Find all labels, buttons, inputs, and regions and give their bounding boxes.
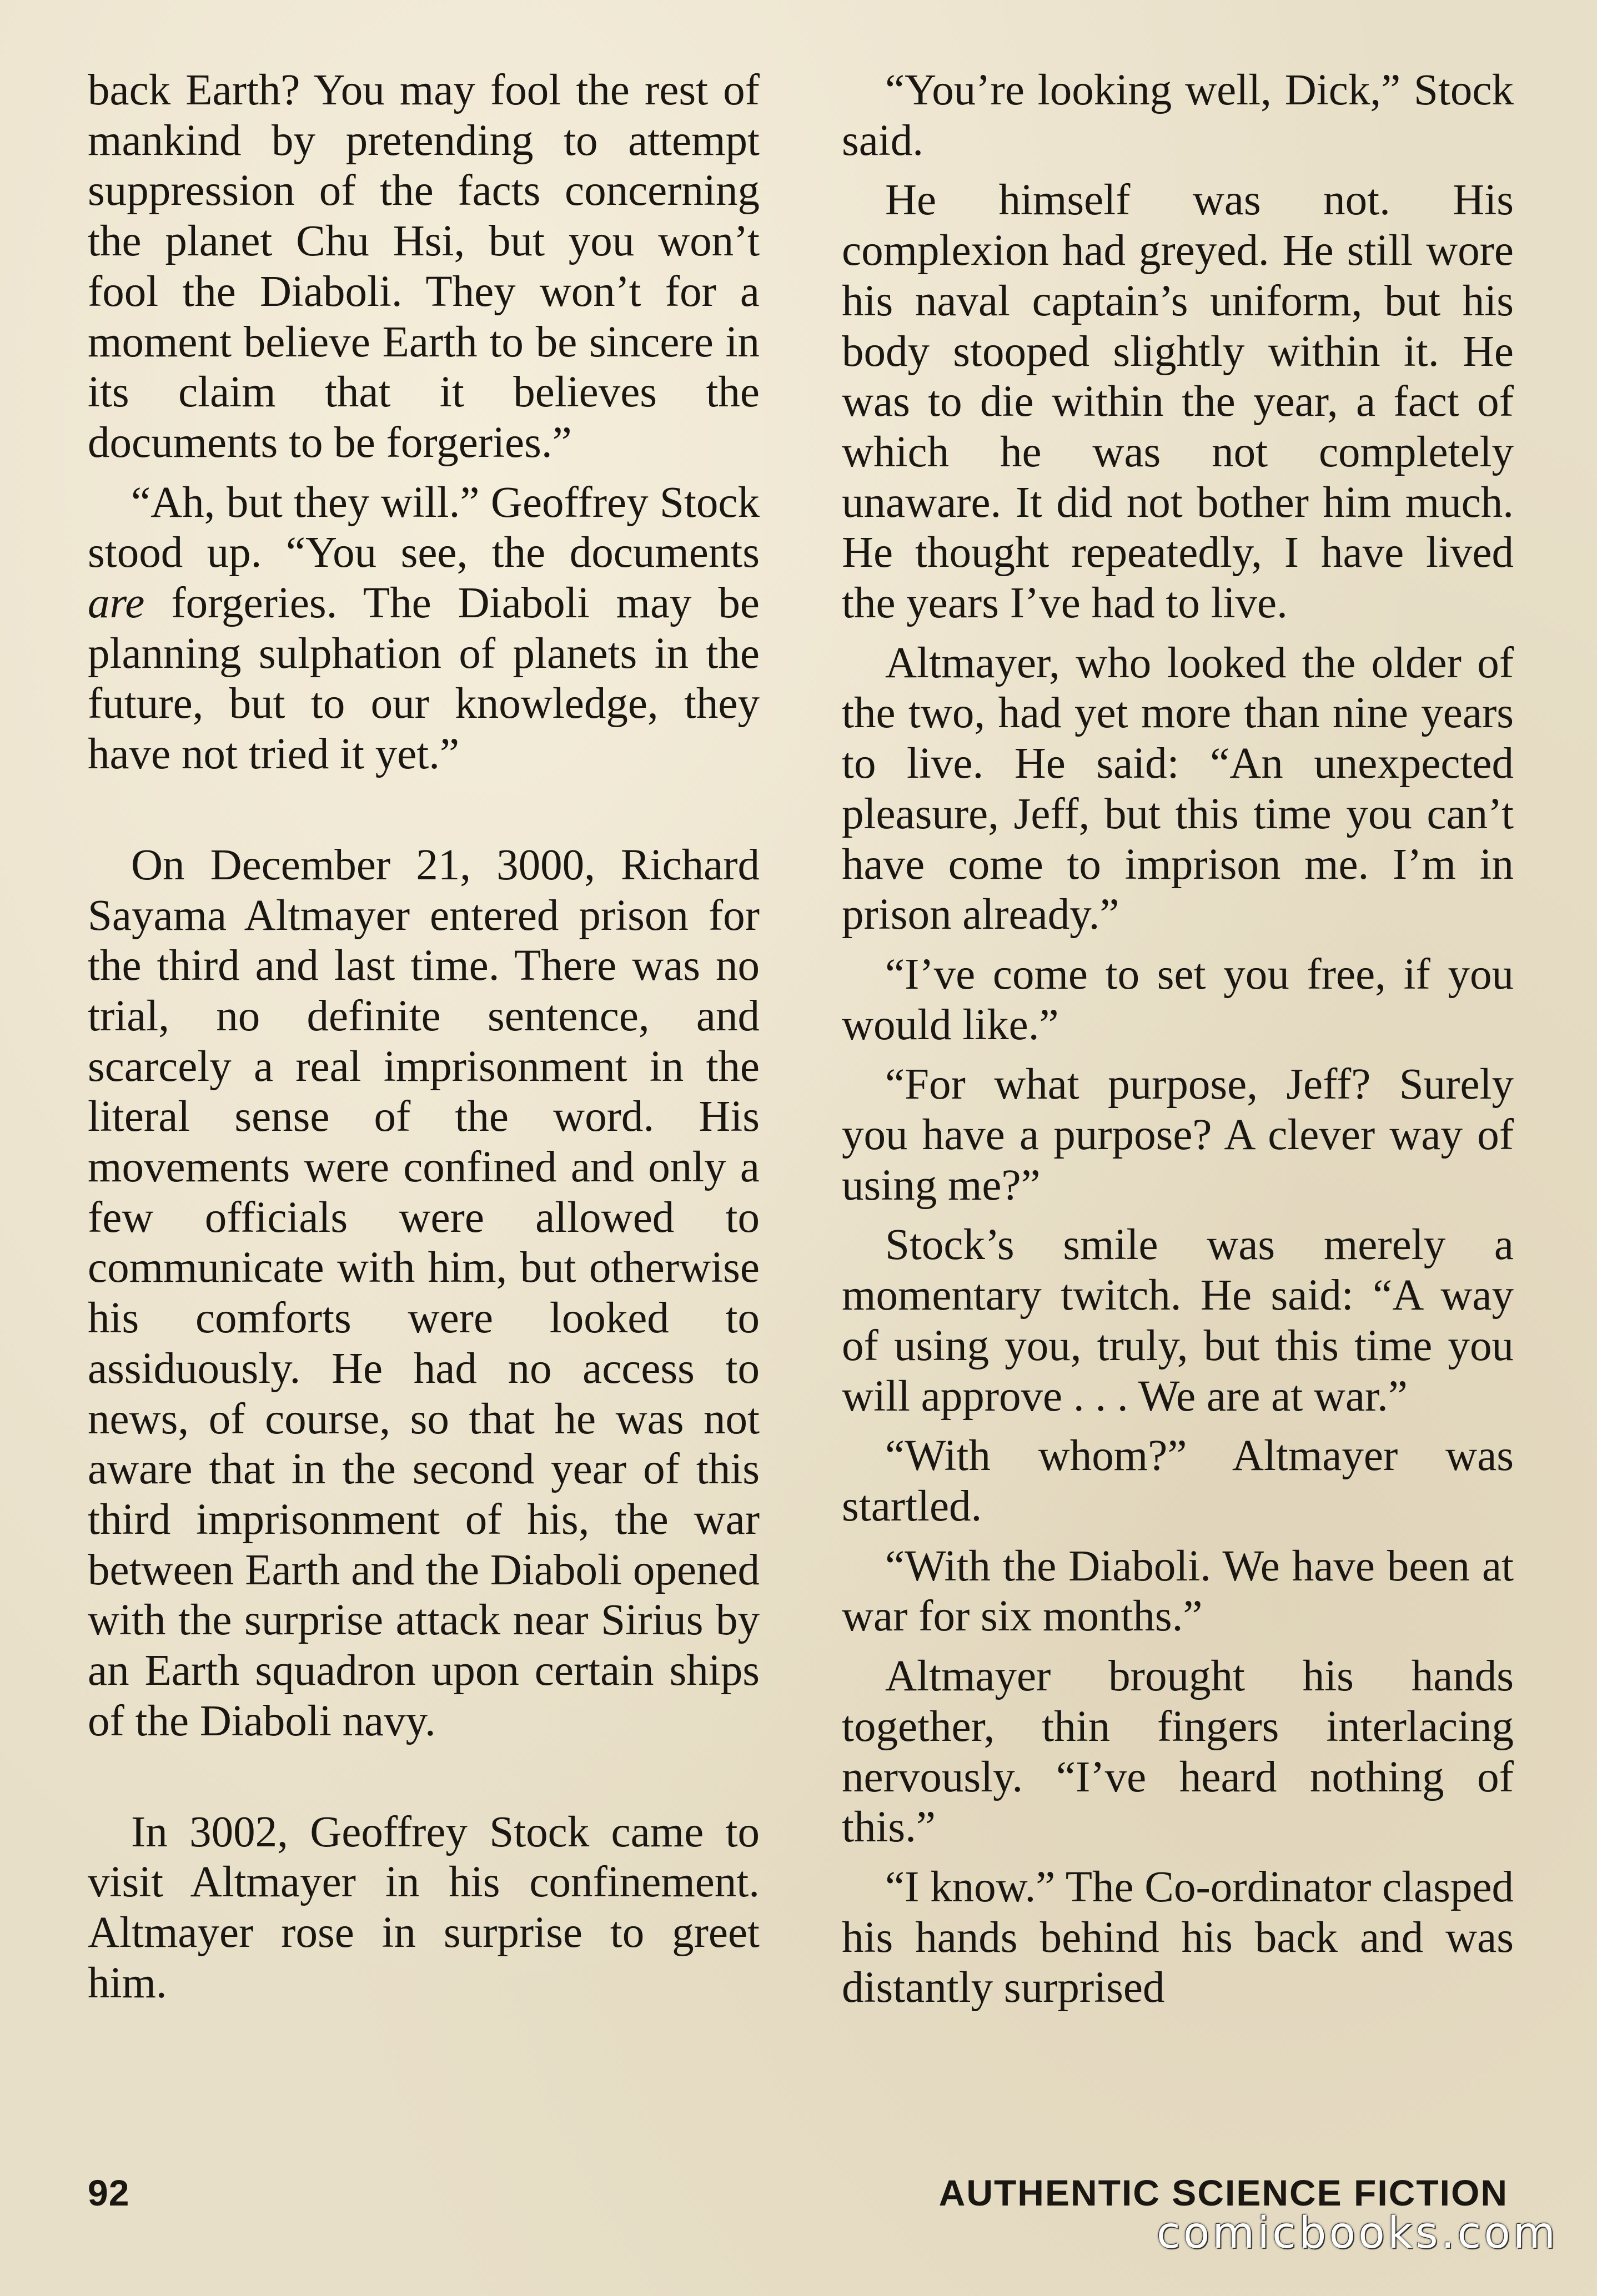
left-text-column: [88, 66, 760, 2018]
paragraph: In 3002, Geoffrey Stock came to visit Altmayer in his confinement. Altmayer rose in surprise to greet him.: [88, 1807, 760, 2007]
emphasized-word: are: [88, 579, 145, 628]
paragraph: “You’re looking well, Dick,” Stock said.: [842, 66, 1514, 165]
paragraph-text: “Ah, but they will.” Geoffrey Stock stood up. “You see, the documents: [88, 478, 760, 577]
page-number: 92: [88, 2172, 130, 2213]
magazine-title: AUTHENTIC SCIENCE FICTION: [938, 2172, 1508, 2213]
paragraph: [88, 478, 760, 780]
paragraph: He himself was not. His complexion had greyed. He still wore his naval captain’s uniform, but his body stooped slightly within it. He was to die within the year, a fact of which he was not completely unaware. It did not bother him much. He thought repeatedly, I have lived the years I’ve had to live.: [842, 176, 1514, 628]
paragraph: Altmayer brought his hands together, thin fingers interlacing nervously. “I’ve heard nothing of this.”: [842, 1652, 1514, 1852]
watermark: comicbooks.com: [1156, 2208, 1558, 2258]
paragraph: “I’ve come to set you free, if you would like.”: [842, 950, 1514, 1049]
paragraph: “With the Diaboli. We have been at war for six months.”: [842, 1542, 1514, 1641]
paragraph: Altmayer, who looked the older of the two, had yet more than nine years to live. He said: “An unexpected pleasure, Jeff, but this time you can’t have come to imprison me. I’m in prison already.”: [842, 638, 1514, 939]
paragraph: “With whom?” Altmayer was startled.: [842, 1432, 1514, 1530]
paragraph: On December 21, 3000, Richard Sayama Altmayer entered prison for the third and last time. There was no trial, no definite sentence, and scarcely a real imprisonment in the literal sense of the word. His movements were confined and only a few officials were allowed to communicate with him, but otherwise his comforts were looked to assiduously. He had no access to news, of course, so that he was not aware that in the second year of this third imprisonment of his, the war between Earth and the Diaboli opened with the surprise attack near Sirius by an Earth squadron upon certain ships of the Diaboli navy.: [88, 840, 760, 1745]
paragraph: “I know.” The Co-ordinator clasped his hands behind his back and was distantly surprised: [842, 1862, 1514, 2012]
paragraph: Stock’s smile was merely a momentary twitch. He said: “A way of using you, truly, but this time you will approve . . . We are at war.”: [842, 1221, 1514, 1421]
right-text-column: [842, 66, 1514, 2023]
paragraph: back Earth? You may fool the rest of mankind by pretending to attempt suppression of the facts concerning the planet Chu Hsi, but you won’t fool the Diaboli. They won’t for a moment believe Earth to be sincere in its claim that it believes the documents to be forgeries.”: [88, 66, 760, 467]
paragraph-text: forgeries. The Diaboli may be planning sulphation of planets in the future, but to our knowledge, they have not tried it yet.”: [88, 579, 760, 779]
paragraph: “For what purpose, Jeff? Surely you have a purpose? A clever way of using me?”: [842, 1060, 1514, 1210]
